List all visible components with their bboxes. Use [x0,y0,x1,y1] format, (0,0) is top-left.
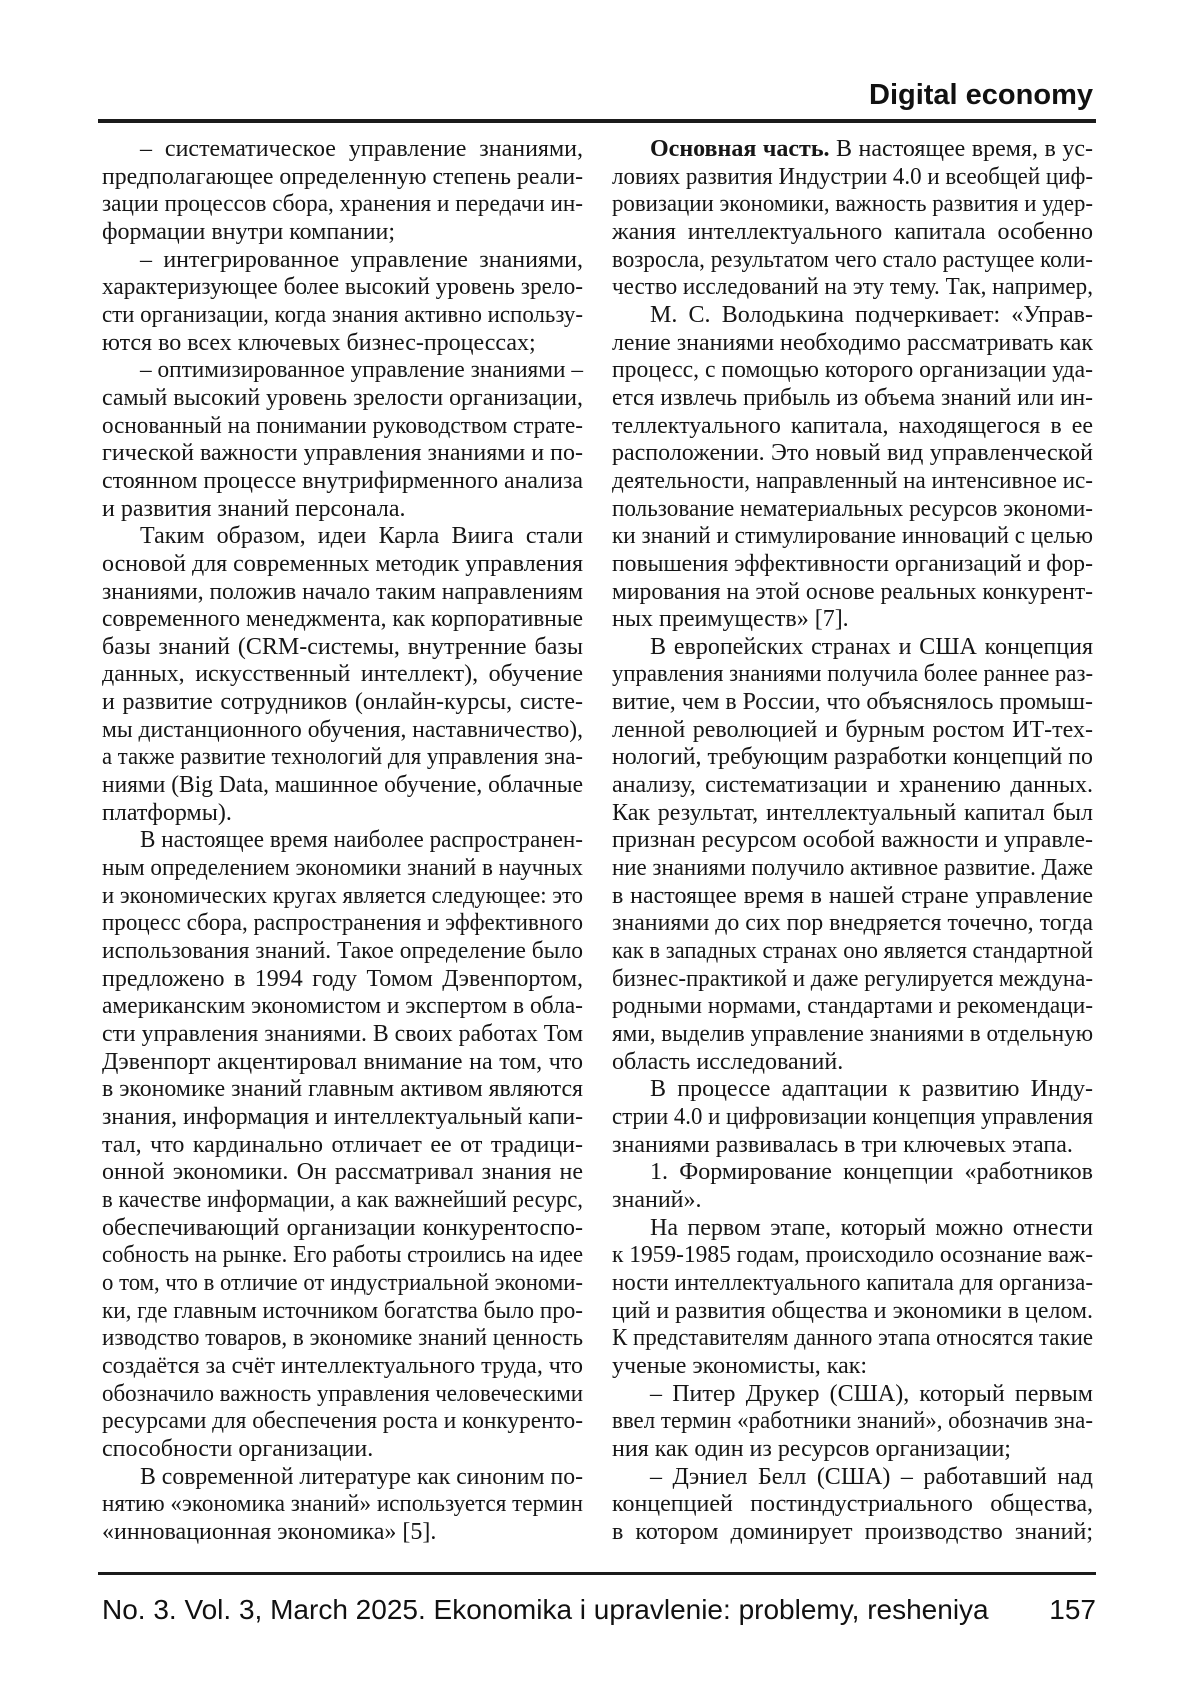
text-line: формации внутри компании; [102,218,396,245]
text-line: признан ресурсом особой важности и управле- [612,827,1093,854]
text-line: собность на рынке. Его работы строились на идее [102,1242,583,1269]
text-line: процесс, с помощью которого организации уда- [612,357,1093,384]
text-line: обеспечивающий организации конкурентоспо- [102,1214,583,1241]
text-line: тал, что кардинально отличает ее от традици- [102,1131,583,1158]
text-line: ций и развития общества и экономики в целом. [612,1297,1093,1324]
text-line: знаниями до сих пор внедряется точечно, тогда [612,910,1093,937]
paragraph [612,302,1093,634]
text-line: использования знаний. Такое определение было [102,938,583,965]
text-line: пользование нематериальных ресурсов экономи- [612,495,1093,522]
text-line: предложено в 1994 году Томом Дэвенпортом, [102,965,583,992]
text-line: ровизации экономики, важность развития и удер- [612,191,1093,218]
text-line: нологий, требующим разработки концепций по [612,744,1093,771]
text-line: сти управления знаниями. В своих работах Том [102,1021,583,1047]
text-line: ется извлечь прибыль из объема знаний или ин- [612,384,1093,411]
text-line: Дэвенпорт акцентировал внимание на том, что [102,1048,583,1075]
text-line: как в западных странах оно является стандартной [612,938,1093,965]
text-line: ются во всех ключевых бизнес-процессах; [102,329,536,356]
text-line: К представителям данного этапа относятся такие [612,1325,1093,1352]
text-line: В процессе адаптации к развитию Инду- [650,1076,1093,1103]
page-footer [102,1594,1096,1626]
text-line: данных, искусственный интеллект), обучение [102,661,583,688]
text-line: создаётся за счёт интеллектуального труда, что [102,1352,583,1379]
text-line: ввел термин «работники знаний», обозначив зна- [612,1408,1093,1435]
paragraph [102,827,583,1463]
text-line: обозначило важность управления человеческими [102,1380,583,1407]
text-line: М. С. Володькина подчеркивает: «Управ- [650,301,1093,328]
text-line: ки знаний и стимулирование инноваций с целью [612,523,1093,550]
text-line: Таким образом, идеи Карла Виига стали [140,523,583,550]
text-line: изводство товаров, в экономике знаний ценность [102,1325,583,1352]
text-line: деятельности, направленный на интенсивное ис- [612,467,1093,494]
text-line: – систематическое управление знаниями, [140,136,583,162]
text-line: – Питер Друкер (США), который первым [650,1380,1093,1407]
text-line: зации процессов сбора, хранения и передачи ин- [102,191,583,218]
text-line: американским экономистом и экспертом в обла- [102,993,583,1020]
text-line: возросла, результатом чего стало растущее коли- [612,246,1093,273]
text-line: а также развитие технологий для управления зна- [102,744,583,771]
left-text-column [102,136,583,1546]
text-line: В настоящее время наиболее распространен- [140,827,583,854]
text-line: мы дистанционного обучения, наставничество), [102,716,583,743]
text-line: управления знаниями получила более раннее раз- [612,661,1093,688]
text-line: повышения эффективности организаций и фор- [612,550,1093,577]
text-line: о том, что в отличие от индустриальной экономи- [102,1269,583,1296]
paragraph [612,1215,1093,1381]
text-line: ление знаниями необходимо рассматривать как [612,329,1093,356]
text-line: чество исследований на эту тему. Так, например, [612,274,1093,301]
text-line: гической важности управления знаниями и по- [102,440,583,467]
text-line: ями, выделив управление знаниями в отдельную [612,1021,1093,1047]
text-line: в настоящее время в нашей стране управление [612,882,1093,909]
footer-divider-rule [98,1572,1096,1575]
text-line: ки, где главным источником богатства было про- [102,1297,583,1324]
text-line: платформы). [102,799,232,826]
text-line: ния как один из ресурсов организации; [612,1435,1011,1462]
text-line: знаний». [612,1186,702,1213]
text-line: – интегрированное управление знаниями, [140,246,583,273]
text-line: способности организации. [102,1435,374,1462]
page-number: 157 [1049,1594,1096,1625]
text-line: в экономике знаний главным активом являются [102,1076,583,1103]
header-divider-rule [98,119,1096,123]
text-line: характеризующее более высокий уровень зрело- [102,274,583,301]
text-line: ученые экономисты, как: [612,1352,868,1379]
text-line: ности интеллектуального капитала для организа- [612,1269,1093,1296]
text-line: к 1959-1985 годам, происходило осознание важ- [612,1242,1093,1269]
paragraph [612,1381,1093,1464]
text-line: ниями (Big Data, машинное обучение, облачные [102,772,583,799]
text-line: сти организации, когда знания активно использу- [102,301,583,328]
text-line: концепцией постиндустриального общества, [612,1491,1093,1518]
text-line: ных преимуществ» [7]. [612,606,849,633]
text-line: в качестве информации, а как важнейший ресурс, [102,1186,583,1213]
text-line: В современной литературе как синоним по- [140,1463,583,1490]
text-line: онной экономики. Он рассматривал знания не [102,1159,583,1186]
text-line: стоянном процессе внутрифирменного анализа [102,467,583,494]
text-line: ресурсами для обеспечения роста и конкуренто- [102,1408,583,1435]
paragraph [612,1159,1093,1214]
text-line: и экономических кругах является следующее: это [102,882,583,909]
paragraph [102,136,583,247]
text-line: расположении. Это новый вид управленческой [612,440,1093,467]
paragraph [102,357,583,523]
text-line: – оптимизированное управление знаниями – [140,357,583,384]
paragraph [612,634,1093,1077]
right-text-column [612,136,1093,1546]
text-line: знания, информация и интеллектуальный капи- [102,1103,583,1130]
text-line: ным определением экономики знаний в научных [102,855,583,882]
paragraph [612,1464,1093,1547]
text-line: бизнес-практикой и даже регулируется междуна- [612,965,1093,992]
text-line: анализу, систематизации и хранению данных. [612,772,1093,799]
text-line: основанный на понимании руководством страте- [102,412,583,439]
text-line: современного менеджмента, как корпоративные [102,606,583,633]
text-line: процесс сбора, распространения и эффективного [102,910,583,937]
text-line: теллектуального капитала, находящегося в ее [612,412,1093,439]
paragraph [102,1464,583,1547]
text-line: родными нормами, стандартами и рекомендаци- [612,993,1093,1020]
text-line: базы знаний (CRM-системы, внутренние базы [102,633,583,660]
paragraph [612,1076,1093,1159]
text-line: ленной революцией и бурным ростом ИТ-тех- [612,716,1093,743]
text-line: область исследований. [612,1048,844,1075]
text-line: знаниями, положив начало таким направлениям [102,578,583,605]
text-line: витие, чем в России, что объяснялось промыш- [612,689,1093,716]
text-line: – Дэниел Белл (США) – работавший над [650,1463,1093,1490]
text-line: предполагающее определенную степень реали- [102,163,583,190]
paragraph [102,247,583,358]
text-line: 1. Формирование концепции «работников [650,1159,1093,1186]
text-line: и развития знаний персонала. [102,495,406,522]
paragraph [612,136,1093,302]
text-line: «инновационная экономика» [5]. [102,1518,437,1545]
footer-journal-line: No. 3. Vol. 3, March 2025. Ekonomika i upravlenie: problemy, resheniya [102,1594,989,1625]
text-line: нятию «экономика знаний» используется термин [102,1491,583,1518]
text-line: в котором доминирует производство знаний; [612,1518,1093,1545]
text-line: стрии 4.0 и цифровизации концепция управления [612,1103,1093,1130]
text-line: основой для современных методик управления [102,550,583,577]
text-line: В европейских странах и США концепция [650,633,1093,660]
text-line: ние знаниями получило активное развитие. Даже [612,855,1093,882]
text-line: самый высокий уровень зрелости организации, [102,384,583,411]
text-line: жания интеллектуального капитала особенно [612,218,1093,245]
text-line: знаниями развивалась в три ключевых этапа. [612,1131,1073,1158]
text-line: Основная часть. В настоящее время, в ус- [650,136,1093,162]
text-line: Как результат, интеллектуальный капитал был [612,799,1093,826]
page-header-section-title: Digital economy [869,79,1093,111]
text-line: мирования на этой основе реальных конкурент- [612,578,1093,605]
text-line: На первом этапе, который можно отнести [650,1214,1093,1241]
paragraph [102,523,583,827]
text-line: ловиях развития Индустрии 4.0 и всеобщей циф- [612,163,1093,190]
text-line: и развитие сотрудников (онлайн-курсы, систе- [102,689,583,716]
